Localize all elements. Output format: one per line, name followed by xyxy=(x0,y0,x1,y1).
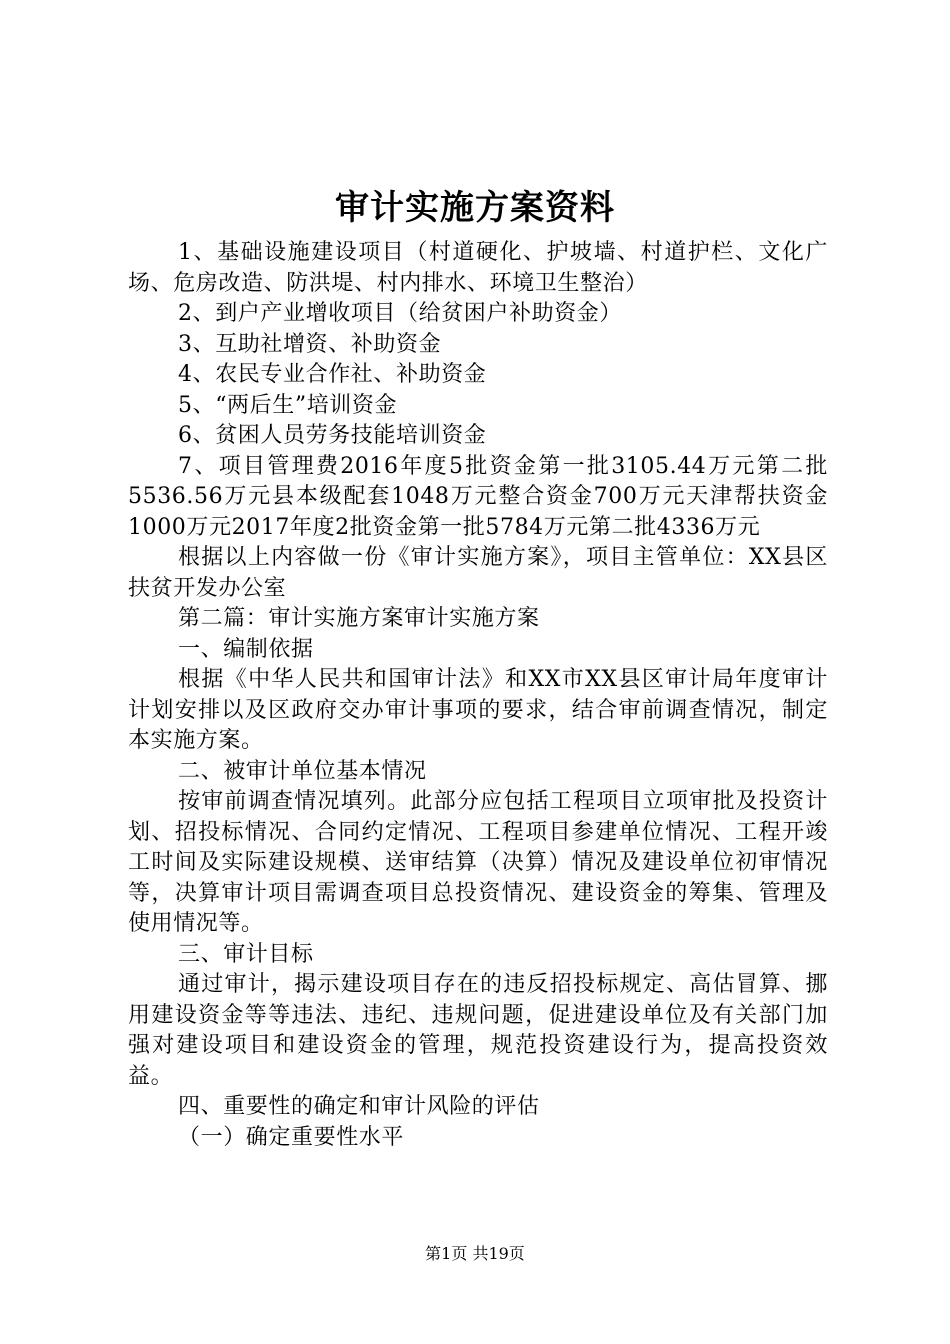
section-heading-materiality: 四、重要性的确定和审计风险的评估 xyxy=(178,1094,540,1119)
section-heading-part-two: 第二篇：审计实施方案审计实施方案 xyxy=(178,606,540,631)
paragraph-objectives: 通过审计，揭示建设项目存在的违反招投标规定、高估冒算、挪用建设资金等等违法、违纪、违规问题，促进建设单位及有关部门加强对建设项目和建设资金的管理，规范投资建设行为，提高投资效益。 xyxy=(128,972,828,1089)
paragraph-item-5: 5、“两后生”培训资金 xyxy=(178,392,398,418)
paragraph-item-2: 2、到户产业增收项目（给贫困户补助资金） xyxy=(178,301,622,326)
section-heading-unit-info: 二、被审计单位基本情况 xyxy=(178,758,427,784)
paragraph-item-1: 1、基础设施建设项目（村道硬化、护坡墙、村道护栏、文化广场、危房改造、防洪堤、村内排水、环境卫生整治） xyxy=(128,240,828,296)
paragraph-item-4: 4、农民专业合作社、补助资金 xyxy=(178,362,487,387)
paragraph-item-3: 3、互助社增资、补助资金 xyxy=(178,331,442,357)
section-heading-basis: 一、编制依据 xyxy=(178,636,314,662)
subsection-heading-materiality-level: （一）确定重要性水平 xyxy=(178,1124,405,1150)
paragraph-item-7: 7、项目管理费2016年度5批资金第一批3105.44万元第二批5536.56万元县本级配套1048万元整合资金700万元天津帮扶资金1000万元2017年度2批资金第一批5784万元第二批4336万元 xyxy=(128,453,828,540)
page-number-footer: 第1页 共19页 xyxy=(425,1244,525,1263)
document-title: 审计实施方案资料 xyxy=(335,188,615,228)
document-body xyxy=(128,238,828,1153)
paragraph-item-6: 6、贫困人员劳务技能培训资金 xyxy=(178,423,487,448)
paragraph-unit-info: 按审前调查情况填列。此部分应包括工程项目立项审批及投资计划、招投标情况、合同约定情况、工程项目参建单位情况、工程开竣工时间及实际建设规模、送审结算（决算）情况及建设单位初审情况等，决算审计项目需调查项目总投资情况、建设资金的筹集、管理及使用情况等。 xyxy=(128,789,828,936)
paragraph-basis: 根据《中华人民共和国审计法》和XX市XX县区审计局年度审计计划安排以及区政府交办审计事项的要求，结合审前调查情况，制定本实施方案。 xyxy=(128,667,828,753)
paragraph-instruction: 根据以上内容做一份《审计实施方案》，项目主管单位：XX县区扶贫开发办公室 xyxy=(128,545,828,601)
section-heading-objectives: 三、审计目标 xyxy=(178,941,314,967)
